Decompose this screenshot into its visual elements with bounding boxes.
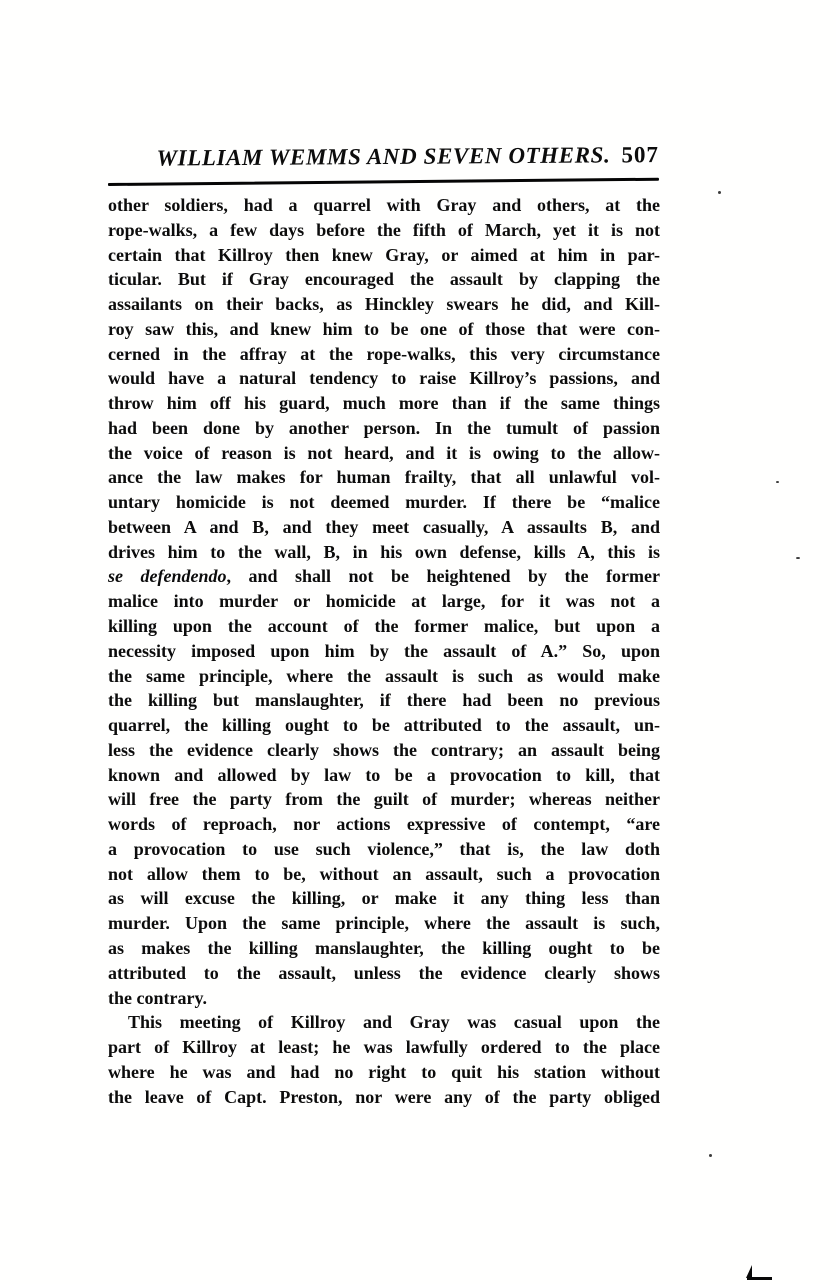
scan-speck (709, 1154, 712, 1157)
text-line: between A and B, and they meet casually, A assaults B, and (108, 516, 660, 537)
text-line: ance the law makes for human frailty, that all unlawful vol- (108, 467, 660, 488)
text-line: as will excuse the killing, or make it any thing less than (108, 888, 660, 909)
scan-speck (796, 557, 800, 559)
text-line: words of reproach, nor actions expressive of contempt, “are (108, 814, 660, 835)
text-line: throw him off his guard, much more than if the same things (108, 393, 660, 414)
scan-speck (718, 191, 721, 194)
text-line: the killing but manslaughter, if there had been no previous (108, 690, 660, 711)
paragraph (108, 1010, 660, 1109)
text-line: known and allowed by law to be a provocation to kill, that (108, 764, 660, 785)
running-head (108, 142, 659, 176)
text-line: untary homicide is not deemed murder. If there be “malice (108, 492, 660, 513)
text-line: the contrary. (108, 987, 207, 1008)
text-line: the same principle, where the assault is such as would make (108, 665, 660, 686)
text-line: se defendendo, and shall not be heightened by the former (108, 566, 660, 587)
text-line: malice into murder or homicide at large, for it was not a (108, 591, 660, 612)
paragraph (108, 193, 660, 1010)
text-line: less the evidence clearly shows the contrary; an assault being (108, 739, 660, 760)
text-line: certain that Killroy then knew Gray, or aimed at him in par- (108, 244, 660, 265)
text-line: This meeting of Killroy and Gray was casual upon the (128, 1012, 660, 1033)
text-line: a provocation to use such violence,” that is, the law doth (108, 838, 660, 859)
text-line: rope-walks, a few days before the fifth of March, yet it is not (108, 219, 660, 240)
text-line: where he was and had no right to quit his station without (108, 1061, 660, 1082)
text-line: not allow them to be, without an assault, such a provocation (108, 863, 660, 884)
text-line: other soldiers, had a quarrel with Gray and others, at the (108, 195, 660, 215)
text-line: would have a natural tendency to raise Killroy’s passions, and (108, 368, 660, 389)
text-line: cerned in the affray at the rope-walks, this very circumstance (108, 343, 660, 364)
text-line: killing upon the account of the former malice, but upon a (108, 616, 660, 637)
page-number: 507 (621, 142, 660, 168)
text-line: necessity imposed upon him by the assault of A.” So, upon (108, 640, 660, 661)
text-line: the leave of Capt. Preston, nor were any of the party obliged (108, 1086, 660, 1107)
text-line: will free the party from the guilt of murder; whereas neither (108, 789, 660, 810)
text-line: ticular. But if Gray encouraged the assault by clapping the (108, 269, 660, 290)
text-block (108, 193, 660, 1109)
text-line: assailants on their backs, as Hinckley swears he did, and Kill- (108, 294, 660, 315)
text-line: drives him to the wall, B, in his own defense, kills A, this is (108, 541, 660, 562)
text-line: part of Killroy at least; he was lawfully ordered to the place (108, 1037, 660, 1058)
text-line: roy saw this, and knew him to be one of those that were con- (108, 318, 660, 339)
text-line: as makes the killing manslaughter, the killing ought to be (108, 937, 660, 958)
text-line: quarrel, the killing ought to be attributed to the assault, un- (108, 715, 660, 736)
running-title: WILLIAM WEMMS AND SEVEN OTHERS. (156, 142, 611, 171)
header-rule (108, 178, 659, 187)
text-line: had been done by another person. In the tumult of passion (108, 417, 660, 438)
scan-speck (776, 481, 779, 483)
text-line: the voice of reason is not heard, and it is owing to the allow- (108, 442, 660, 463)
scan-corner-mark-tick (746, 1265, 752, 1278)
text-line: murder. Upon the same principle, where the assault is such, (108, 913, 660, 934)
text-line: attributed to the assault, unless the evidence clearly shows (108, 962, 660, 983)
